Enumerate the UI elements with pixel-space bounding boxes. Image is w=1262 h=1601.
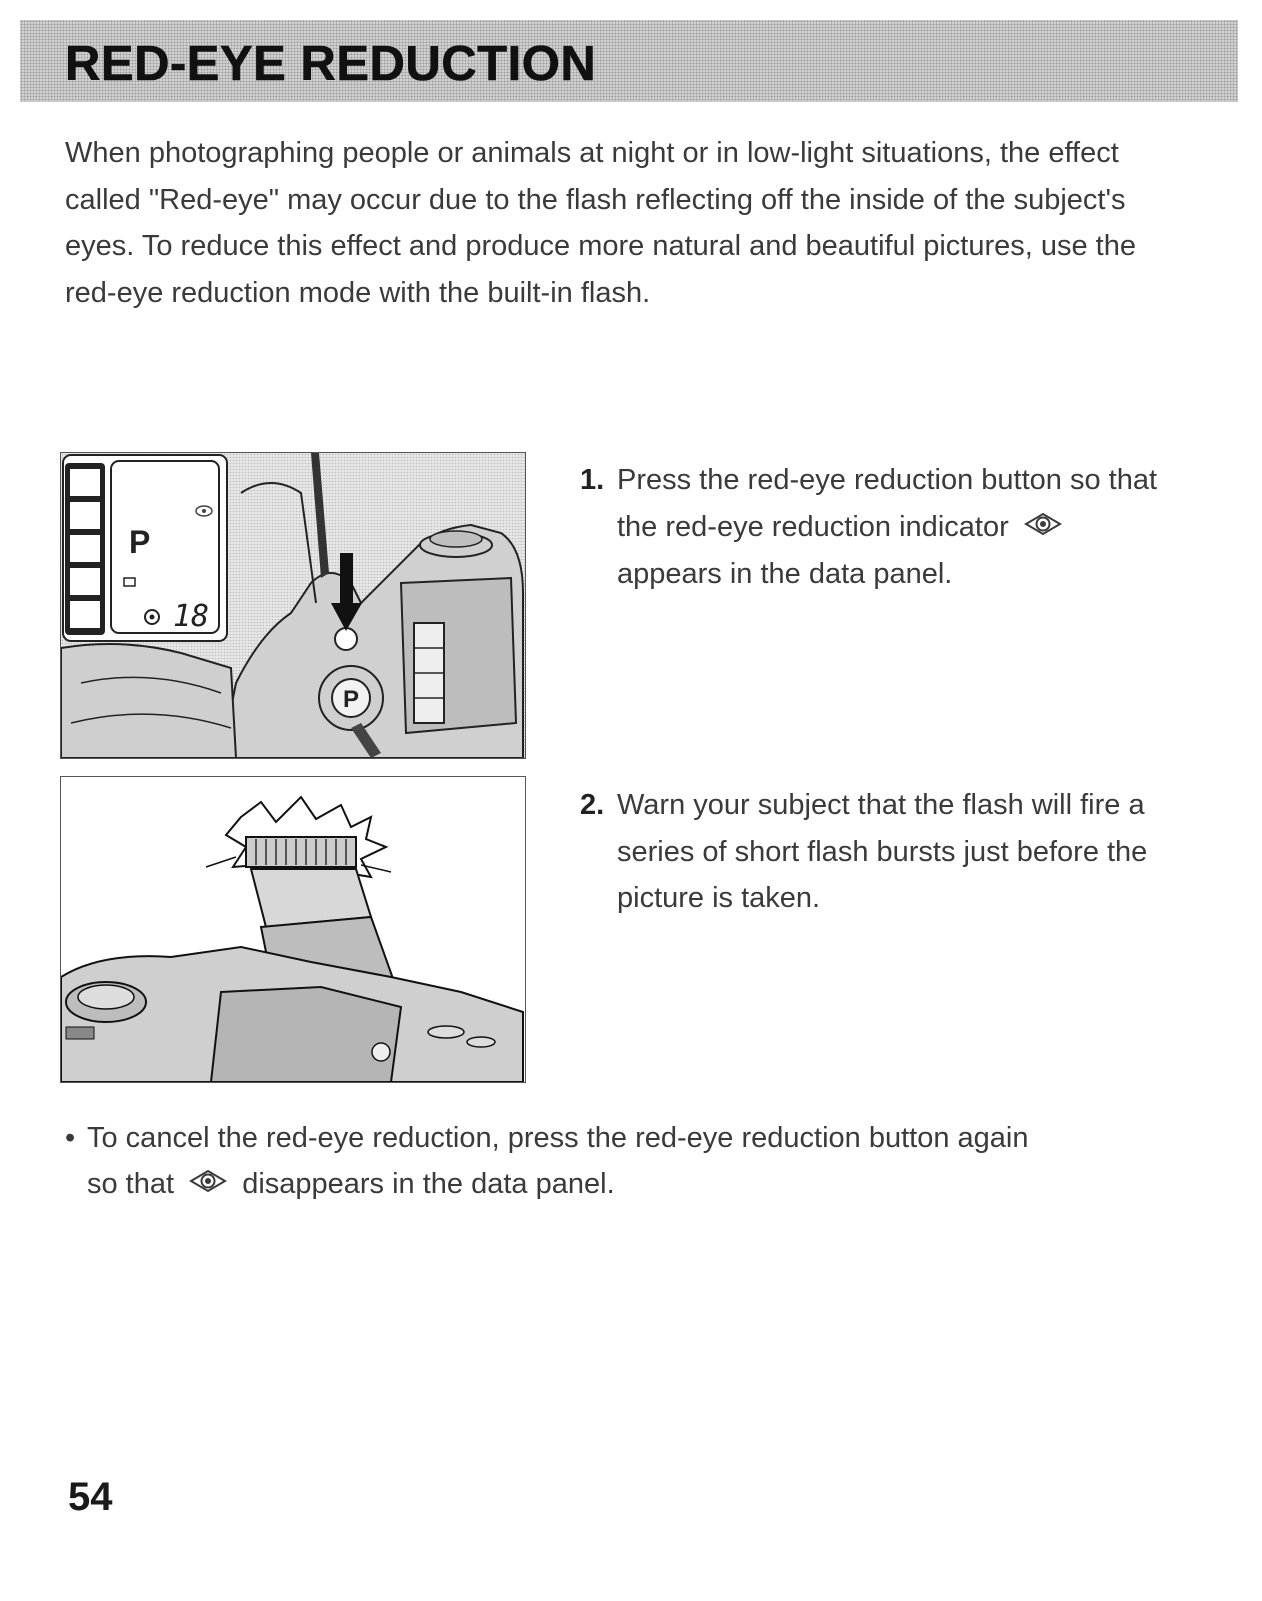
note-text-line2 (87, 1161, 615, 1209)
bullet: • (65, 1122, 76, 1154)
figure-camera-button (60, 452, 526, 759)
title-bar (20, 20, 1238, 102)
data-panel-counter: 18 (173, 599, 210, 634)
camera-button-illustration (61, 453, 525, 758)
page-title: RED-EYE REDUCTION (65, 37, 597, 91)
step-1 (580, 457, 1180, 607)
page-number: 54 (68, 1475, 113, 1519)
figure-flash-firing (60, 776, 526, 1083)
note-text-prefix: so that (87, 1168, 175, 1200)
step-text (617, 457, 1177, 598)
red-eye-indicator-icon (188, 1162, 228, 1209)
note-text-after-icon: disappears in the data panel. (242, 1168, 615, 1200)
note-text-line1: To cancel the red-eye reduction, press the red-eye reduction button again (87, 1122, 1029, 1154)
step-number: 1. (580, 464, 605, 496)
step-text-after-icon: appears in the data panel. (617, 558, 953, 591)
step-2 (580, 782, 1180, 932)
data-panel-mode: P (129, 524, 151, 560)
step-text-before-icon: Press the red-eye reduction button so that the red-eye reduction indicator (617, 464, 1158, 543)
red-eye-indicator-icon (1023, 505, 1063, 552)
dial-mode-label: P (342, 686, 360, 713)
flash-firing-illustration (61, 777, 525, 1082)
step-number: 2. (580, 789, 605, 821)
intro-paragraph: When photographing people or animals at night or in low-light situations, the effect called "Red-eye" may occur due to the flash reflecting off the inside of the subject's eyes. To reduce this effect and produce more natural and beautiful pictures, use the red-eye reduction mode with the built-in flash. (65, 137, 1136, 309)
step-text: Warn your subject that the flash will fire a series of short flash bursts just before the picture is taken. (617, 789, 1148, 914)
